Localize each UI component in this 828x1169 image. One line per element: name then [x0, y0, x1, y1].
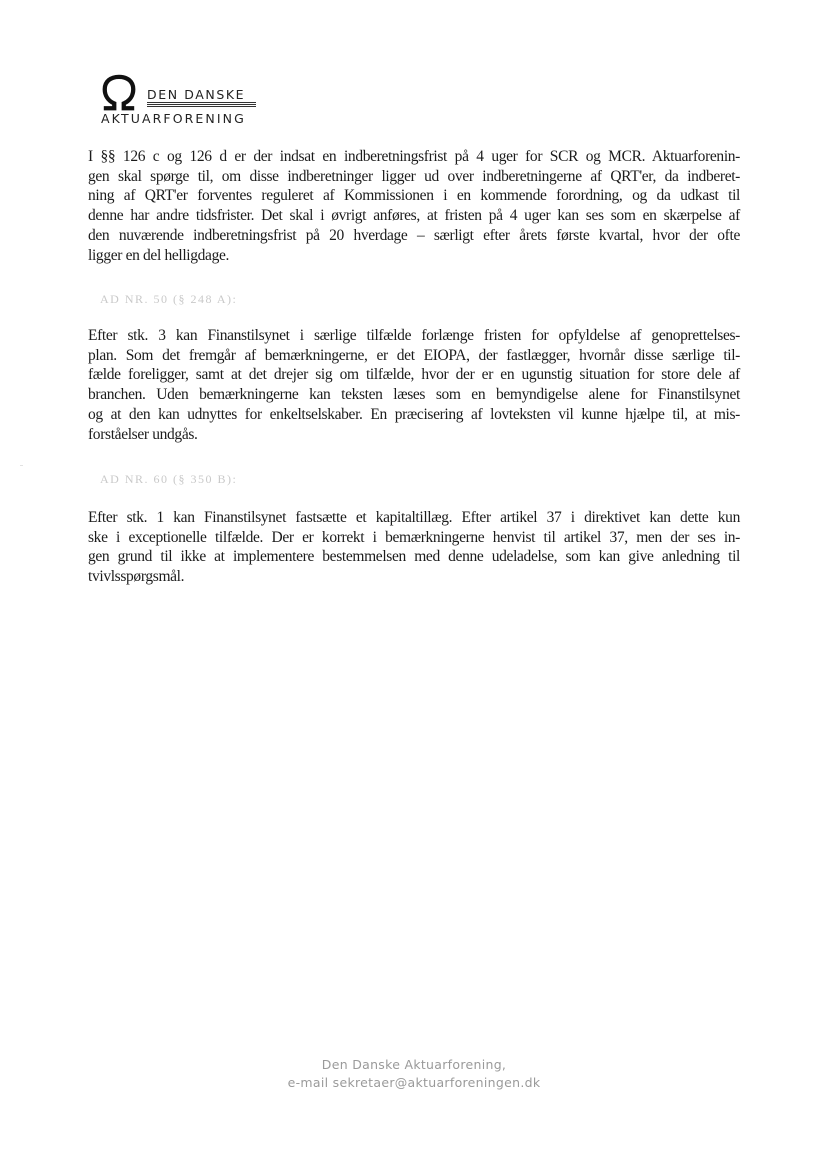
text-line: den nuværende indberetningsfrist på 20 hverdage – særligt efter årets første kvartal, hvor der ofte	[88, 226, 740, 244]
text-line: Efter stk. 3 kan Finanstilsynet i særlige tilfælde forlænge fristen for opfyldelse af genoprettelses-	[88, 327, 740, 344]
scan-speck	[20, 465, 23, 466]
text-line: ligger en del helligdage.	[88, 246, 230, 264]
text-line: branchen. Uden bemærkningerne kan teksten læses som en bemyndigelse alene for Finanstilsynet	[88, 386, 740, 404]
text-line: denne har andre tidsfrister. Det skal i øvrigt anføres, at fristen på 4 uger kan ses som en skærpelse af	[88, 207, 740, 225]
text-line: I §§ 126 c og 126 d er der indsat en indberetningsfrist på 4 uger for SCR og MCR. Aktuarforenin-	[88, 148, 740, 165]
text-line: ske i exceptionelle tilfælde. Der er korrekt i bemærkningerne henvist til artikel 37, men der ses in-	[88, 528, 740, 546]
logo	[100, 78, 265, 128]
text-line: plan. Som det fremgår af bemærkningerne, er det EIOPA, der fastlægger, hvornår disse særlige til-	[88, 346, 740, 364]
text-line: fælde foreligger, samt at det drejer sig om tilfælde, hvor der er en ugunstig situation for store dele af	[88, 366, 740, 384]
text-line: gen grund til ikke at implementere bestemmelsen med denne udeladelse, som kan give anledning til	[88, 548, 740, 566]
footer-email: e-mail sekretaer@aktuarforeningen.dk	[287, 1075, 541, 1090]
text-line: tvivlsspørgsmål.	[88, 568, 185, 586]
text-line: Efter stk. 1 kan Finanstilsynet fastsætte et kapitaltillæg. Efter artikel 37 i direktivet kan dette kun	[88, 509, 740, 526]
paragraph-nr-60	[88, 508, 740, 587]
paragraph-indberetningsfrist	[88, 147, 740, 265]
footer-organisation: Den Danske Aktuarforening,	[321, 1057, 507, 1072]
logo-rule	[147, 102, 256, 107]
text-line: gen skal spørge til, om disse indberetninger ligger ud over indberetningerne af QRT'er, da indberet-	[88, 167, 740, 185]
footer	[0, 1056, 828, 1092]
text-line: og at den kan udnyttes for enkeltselskaber. En præcisering af lovteksten vil kunne hjælpe til, at mis-	[88, 405, 740, 423]
omega-icon	[100, 74, 138, 112]
logo-wordmark-top: DEN DANSKE	[147, 87, 246, 102]
section-heading-nr-50: AD NR. 50 (§ 248 A):	[100, 292, 238, 306]
text-line: ning af QRT'er forventes reguleret af Kommissionen i en kommende forordning, og da udkast til	[88, 187, 740, 205]
paragraph-nr-50	[88, 326, 740, 444]
section-heading-nr-60: AD NR. 60 (§ 350 B):	[100, 472, 238, 486]
logo-wordmark-bottom: AKTUARFORENING	[101, 111, 246, 126]
text-line: forståelser undgås.	[88, 425, 198, 443]
